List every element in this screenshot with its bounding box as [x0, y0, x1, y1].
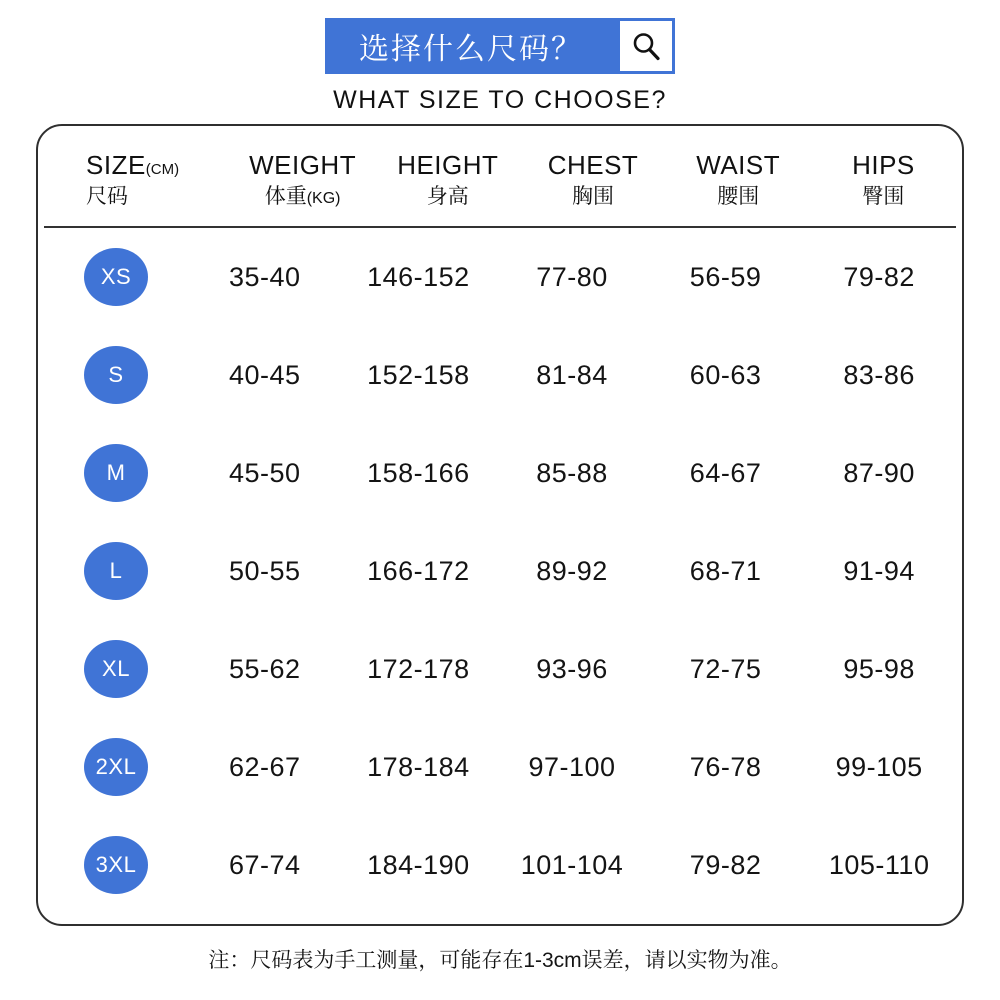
hips-cell: 95-98 [843, 653, 915, 684]
weight-cell: 62-67 [229, 751, 301, 782]
size-cell [44, 444, 188, 502]
chest-cell: 81-84 [536, 359, 608, 390]
hips-cell: 79-82 [843, 261, 915, 292]
page-title-en: WHAT SIZE TO CHOOSE? [333, 86, 667, 114]
size-cell [44, 542, 188, 600]
waist-cell: 64-67 [689, 457, 762, 488]
column-label-cn: 胸围 [572, 184, 614, 208]
waist-cell: 68-71 [689, 555, 762, 586]
title-bar [325, 18, 675, 74]
column-label-cn: 体重(KG) [264, 184, 341, 208]
column-label-cn: 腰围 [717, 184, 760, 208]
height-cell: 184-190 [367, 849, 470, 880]
waist-cell: 56-59 [689, 261, 762, 292]
table-column-weight [230, 150, 375, 209]
size-badge: 3XL [84, 836, 148, 894]
hips-cell: 105-110 [828, 849, 930, 880]
table-row [44, 326, 956, 424]
table-column-height [375, 150, 520, 209]
size-table-card [36, 124, 964, 926]
size-cell [44, 738, 188, 796]
table-column-waist [666, 150, 811, 209]
column-label-cn: 身高 [426, 184, 469, 208]
hips-cell: 83-86 [843, 359, 915, 390]
table-header-row [44, 140, 956, 228]
weight-cell: 45-50 [229, 457, 301, 488]
size-badge: XS [84, 248, 148, 306]
chest-cell: 93-96 [536, 653, 608, 684]
size-badge: M [84, 444, 148, 502]
header [0, 18, 1000, 74]
size-badge: S [84, 346, 148, 404]
column-label-en: WAIST [696, 150, 781, 180]
hips-cell: 99-105 [835, 751, 923, 782]
chest-cell: 97-100 [528, 751, 616, 782]
weight-cell: 67-74 [229, 849, 301, 880]
chest-cell: 89-92 [536, 555, 608, 586]
weight-cell: 55-62 [229, 653, 301, 684]
weight-cell: 50-55 [229, 555, 301, 586]
waist-cell: 79-82 [689, 849, 762, 880]
waist-cell: 76-78 [689, 751, 762, 782]
hips-cell: 87-90 [843, 457, 915, 488]
table-column-chest [520, 150, 665, 209]
table-row [44, 424, 956, 522]
height-cell: 146-152 [367, 261, 470, 292]
page-title-cn: 选择什么尺码？ [325, 18, 617, 74]
table-row [44, 620, 956, 718]
table-column-hips [811, 150, 956, 209]
size-badge: L [84, 542, 148, 600]
height-cell: 172-178 [367, 653, 470, 684]
table-row [44, 718, 956, 816]
column-label-en: SIZE(CM) [86, 150, 180, 180]
weight-cell: 40-45 [229, 359, 301, 390]
chest-cell: 85-88 [536, 457, 608, 488]
height-cell: 166-172 [367, 555, 470, 586]
column-label-en: WEIGHT [249, 150, 357, 180]
column-label-cn: 尺码 [86, 184, 128, 208]
weight-cell: 35-40 [229, 261, 301, 292]
height-cell: 152-158 [367, 359, 470, 390]
chest-cell: 77-80 [536, 261, 608, 292]
column-label-en: HIPS [852, 150, 915, 180]
size-cell [44, 248, 188, 306]
table-row [44, 816, 956, 914]
column-label-en: CHEST [547, 150, 639, 180]
hips-cell: 91-94 [843, 555, 915, 586]
size-cell [44, 346, 188, 404]
waist-cell: 60-63 [689, 359, 762, 390]
height-cell: 178-184 [367, 751, 470, 782]
size-table [38, 126, 962, 924]
size-cell [44, 640, 188, 698]
footnote: 注：尺码表为手工测量，可能存在1-3cm误差，请以实物为准。 [208, 949, 792, 972]
table-row [44, 522, 956, 620]
size-badge: XL [84, 640, 148, 698]
search-button[interactable] [617, 18, 675, 74]
size-badge: 2XL [84, 738, 148, 796]
column-label-en: HEIGHT [397, 150, 499, 180]
chest-cell: 101-104 [520, 849, 624, 880]
table-row [44, 228, 956, 326]
search-icon [629, 29, 663, 63]
height-cell: 158-166 [367, 457, 470, 488]
table-column-size [44, 150, 230, 209]
column-label-cn: 臀围 [862, 184, 905, 208]
table-body [44, 228, 956, 914]
waist-cell: 72-75 [689, 653, 762, 684]
size-cell [44, 836, 188, 894]
